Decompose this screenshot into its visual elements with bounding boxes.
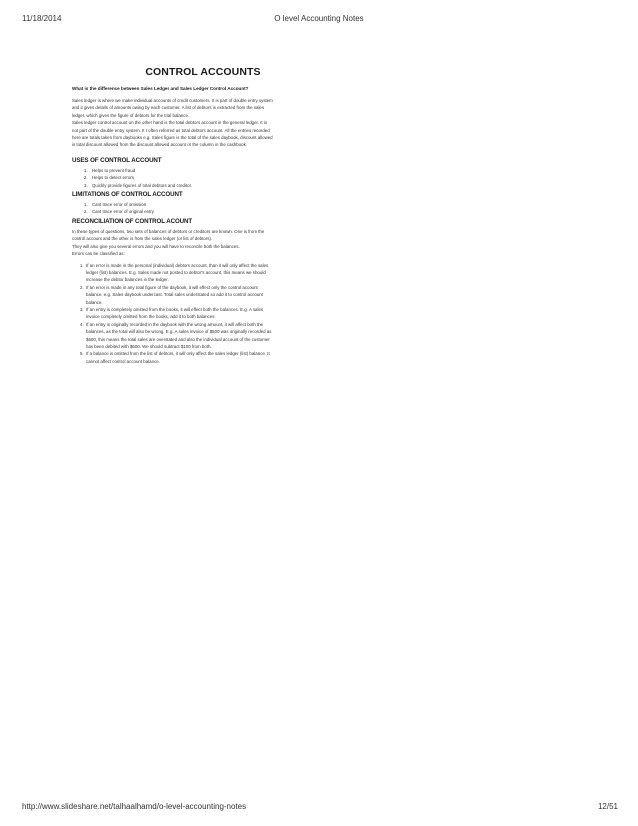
reconciliation-line: control account and the other is from the sales ledger (or list of debtors). (72, 236, 213, 242)
list-item: 5. If a balance is omitted from the list of debtors, it will only affect the sales ledger (list) balance. It cannot affect control account balance. (80, 351, 270, 364)
limitations-heading: LIMITATIONS OF CONTROL ACCOUNT (72, 191, 183, 199)
list-item: 2. If an error is made in any total figure of the daybook, it will effect only the control account balance, e.g. Sales daybook undercast. Total sales understated so add it to control account balance. (80, 284, 263, 305)
list-item: 3. Quickly provide figures of total debtors and creditor. (84, 182, 193, 188)
intro-paragraph (72, 97, 334, 149)
list-item: 4. If an entry is originally recorded in the daybook with the wrong amount, it will affect both the balances, as the total will also be wrong. E.g. A sales invoice of $500 was originally recorded as $600, this means the total sales are overstated and also the individual account of the customer has been debited with $600. We should subtract $100 from both. (80, 321, 272, 349)
document-title: CONTROL ACCOUNTS (145, 66, 261, 78)
reconciliation-paragraph (72, 228, 334, 258)
limitations-list (72, 201, 334, 216)
reconciliation-line: In these types of questions, two sets of balances of debtors or creditors are known. One is from the (72, 228, 265, 234)
reconciliation-heading: RECONCILIATION OF CONTROL ACOUNT (72, 217, 193, 225)
intro-line: Sales ledger control account on the other hand is the total debtors account in the general ledger. It is (72, 120, 268, 126)
document-page (72, 66, 334, 365)
intro-line: ledger, which gives the figure of debtors for the trial balance. (72, 112, 190, 118)
list-item: 2. Cant trace error of original entry (84, 209, 154, 215)
print-url: http://www.slideshare.net/talhaalhamd/o-level-accounting-notes (22, 802, 247, 811)
question-heading: What is the difference between Sales Ledger and Sales Ledger Control Account? (72, 86, 249, 91)
list-item: 1. If an error is made in the personal (individual) debtors account, than it will only affect the sales ledger (list) balances. E.g. Sales made not posted to debtor's account, this means we should increase the debtor balances in the ledger. (80, 262, 269, 283)
print-page-number: 12/51 (597, 802, 618, 811)
errors-list (72, 262, 334, 366)
list-item: 1. Cant trace error of omission (84, 202, 147, 208)
uses-heading: USES OF CONTROL ACCOUNT (72, 156, 162, 164)
intro-line: and it gives details of amounts owing by each customer. A list of debtors is extracted from the sales (72, 105, 265, 111)
print-date: 11/18/2014 (22, 14, 62, 23)
list-item: 3. If an entry is completely omitted from the books, it will effect both the balances. E.g. A sales invoice completely omitted from the books, add it to both balances. (80, 306, 264, 320)
intro-line: not part of the double entry system. It I often referred as total debtors account. All the entries recorded (72, 127, 270, 133)
list-item: 1. Helps to prevent fraud (84, 167, 136, 173)
uses-list (72, 167, 334, 189)
intro-line: Sales ledger is where we make individual accounts of credit customers. It is part of double entry system (72, 98, 273, 103)
list-item: 2. Helps to detect errors (84, 175, 134, 181)
reconciliation-line: Errors can be classified as: (72, 251, 125, 257)
intro-line: here are totals taken from daybooks e.g. Sales figure is the total of the sales daybook, discount allowed (72, 135, 273, 141)
intro-line: is total discount allowed from the discount allowed account or the column in the cashbook. (72, 142, 247, 148)
print-page-title: O level Accounting Notes (274, 14, 364, 23)
reconciliation-line: They will also give you several errors and you will have to reconcile both the balances. (72, 243, 240, 249)
